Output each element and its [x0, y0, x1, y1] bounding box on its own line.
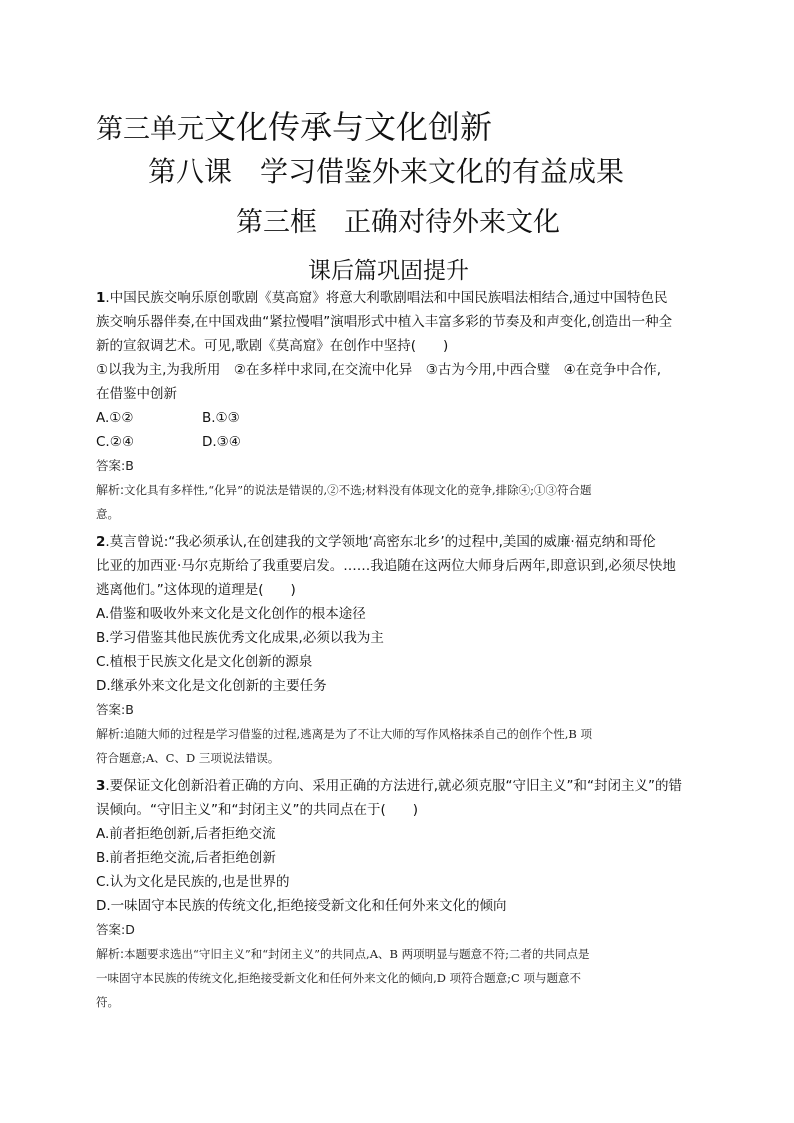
answer: 答案:D [96, 922, 135, 937]
option-b: B.①③ [202, 410, 240, 426]
option-row [96, 430, 696, 454]
explanation-label: 解析: [96, 947, 125, 961]
explanation-line: 解析:文化具有多样性,“化异”的说法是错误的,②不选;材料没有体现文化的竞争,排除④;①③符合题 [96, 483, 592, 497]
question-number: 2 [96, 534, 106, 550]
question-3 [96, 774, 696, 1014]
unit-title [96, 102, 492, 148]
option-c: C.植根于民族文化是文化创新的源泉 [96, 654, 313, 670]
option-b: B.前者拒绝交流,后者拒绝创新 [96, 850, 276, 866]
question-2 [96, 530, 696, 770]
question-line: 在借鉴中创新 [96, 386, 177, 402]
question-1 [96, 286, 696, 526]
question-number: 1 [96, 290, 106, 306]
option-c: C.②④ [96, 434, 134, 450]
unit-title-text: 文化传承与文化创新 [204, 108, 493, 146]
explanation-line: 意。 [96, 507, 119, 521]
explanation-line: 解析:本题要求选出“守旧主义”和“封闭主义”的共同点,A、B 两项明显与题意不符;二者的共同点是 [96, 947, 590, 961]
frame-title: 第三框 正确对待外来文化 [236, 207, 560, 238]
option-d: D.继承外来文化是文化创新的主要任务 [96, 678, 327, 694]
option-a: A.前者拒绝创新,后者拒绝交流 [96, 826, 276, 842]
question-line: ①以我为主,为我所用 ②在多样中求同,在交流中化异 ③古为今用,中西合璧 ④在竞争中合作, [96, 362, 662, 378]
question-line: 比亚的加西亚·马尔克斯给了我重要启发。……我追随在这两位大师身后两年,即意识到,必须尽快地 [96, 558, 676, 574]
option-b: B.学习借鉴其他民族优秀文化成果,必须以我为主 [96, 630, 384, 646]
explanation-label: 解析: [96, 727, 125, 741]
option-a: A.借鉴和吸收外来文化是文化创作的根本途径 [96, 606, 366, 622]
explanation-line: 符合题意;A、C、D 三项说法错误。 [96, 751, 280, 765]
question-line: 3.要保证文化创新沿着正确的方向、采用正确的方法进行,就必须克服“守旧主义”和“封闭主义”的错 [96, 778, 682, 794]
option-d: D.一味固守本民族的传统文化,拒绝接受新文化和任何外来文化的倾向 [96, 898, 507, 914]
question-number: 3 [96, 778, 106, 794]
option-d: D.③④ [202, 434, 241, 450]
question-line: 误倾向。“守旧主义”和“封闭主义”的共同点在于( ) [96, 802, 419, 818]
question-list [96, 286, 696, 1014]
explanation-line: 一味固守本民族的传统文化,拒绝接受新文化和任何外来文化的倾向,D 项符合题意;C 项与题意不 [96, 971, 582, 985]
option-row [96, 406, 696, 430]
question-line: 2.莫言曾说:“我必须承认,在创建我的文学领地‘高密东北乡’的过程中,美国的威廉·福克纳和哥伦 [96, 534, 656, 550]
option-a: A.①② [96, 410, 134, 426]
question-line: 族交响乐器伴奏,在中国戏曲“紧拉慢唱”演唱形式中植入丰富多彩的节奏及和声变化,创造出一种全 [96, 314, 673, 330]
question-line: 1.中国民族交响乐原创歌剧《莫高窟》将意大利歌剧唱法和中国民族唱法相结合,通过中国特色民 [96, 290, 668, 306]
section-title: 课后篇巩固提升 [308, 258, 469, 284]
explanation-label: 解析: [96, 483, 125, 497]
explanation-line: 解析:追随大师的过程是学习借鉴的过程,逃离是为了不让大师的写作风格抹杀自己的创作个性,B 项 [96, 727, 592, 741]
explanation-line: 符。 [96, 995, 119, 1009]
answer: 答案:B [96, 458, 134, 473]
question-line: 逃离他们。”这体现的道理是( ) [96, 582, 296, 598]
answer: 答案:B [96, 702, 134, 717]
lesson-title: 第八课 学习借鉴外来文化的有益成果 [148, 155, 625, 188]
unit-prefix: 第三单元 [96, 114, 204, 145]
option-c: C.认为文化是民族的,也是世界的 [96, 874, 290, 890]
question-line: 新的宣叙调艺术。可见,歌剧《莫高窟》在创作中坚持( ) [96, 338, 449, 354]
